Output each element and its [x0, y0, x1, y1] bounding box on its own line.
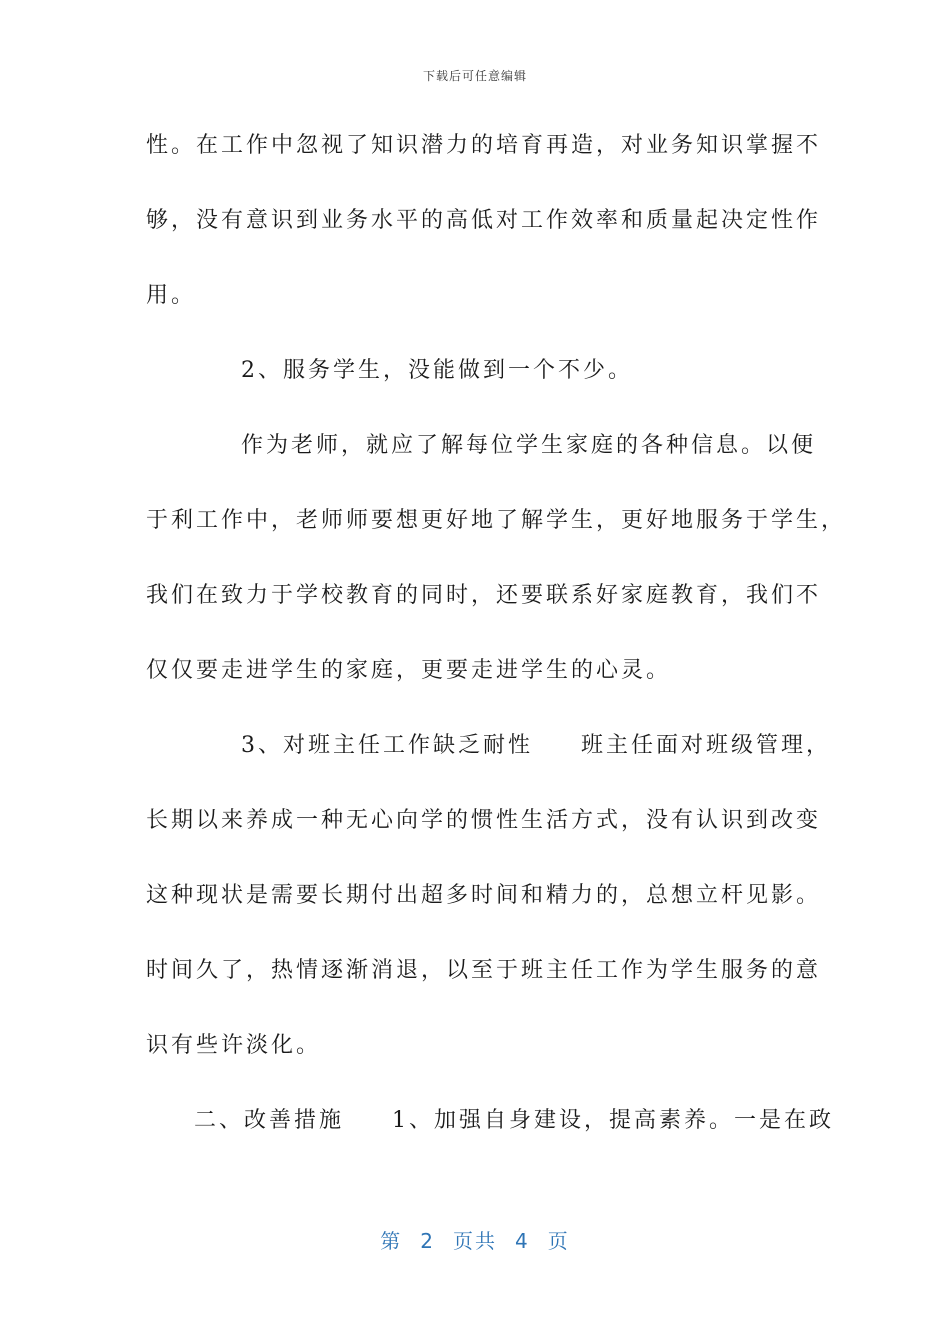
footer-total-pages: 4	[515, 1229, 530, 1253]
paragraph-line: 长期以来养成一种无心向学的惯性生活方式，没有认识到改变	[146, 808, 822, 833]
paragraph-start: 班主任面对班级管理，	[581, 733, 832, 758]
paragraph-line: 作为老师，就应了解每位学生家庭的各种信息。以便	[241, 433, 817, 458]
section-heading-line	[146, 1103, 835, 1178]
page-number-footer	[0, 1225, 950, 1254]
chapter-heading: 二、改善措施	[194, 1108, 345, 1133]
footer-current-page: 2	[420, 1229, 435, 1253]
paragraph-line: 性。在工作中忽视了知识潜力的培育再造，对业务知识掌握不	[146, 133, 822, 158]
footer-suffix: 页	[547, 1229, 570, 1253]
footer-middle: 页共	[453, 1229, 497, 1253]
document-body	[146, 128, 847, 1178]
paragraph-line: 识有些许淡化。	[146, 1033, 322, 1058]
paragraph-line: 用。	[146, 283, 197, 308]
section-heading: 1、加强自身建设，提高素养。一是在政	[392, 1108, 835, 1133]
section-heading: 3、对班主任工作缺乏耐性	[241, 733, 533, 758]
paragraph-line: 仅仅要走进学生的家庭，更要走进学生的心灵。	[146, 658, 672, 683]
paragraph-line: 时间久了，热情逐渐消退，以至于班主任工作为学生服务的意	[146, 958, 822, 983]
section-heading-line	[146, 728, 832, 803]
page-header-note: 下载后可任意编辑	[422, 69, 527, 83]
section-heading: 2、服务学生，没能做到一个不少。	[241, 358, 633, 383]
paragraph-line: 我们在致力于学校教育的同时，还要联系好家庭教育，我们不	[146, 583, 822, 608]
footer-prefix: 第	[380, 1229, 403, 1253]
paragraph-line: 于利工作中，老师师要想更好地了解学生，更好地服务于学生，	[146, 508, 847, 533]
paragraph-line: 够，没有意识到业务水平的高低对工作效率和质量起决定性作	[146, 208, 822, 233]
paragraph-line: 这种现状是需要长期付出超多时间和精力的，总想立杆见影。	[146, 883, 822, 908]
